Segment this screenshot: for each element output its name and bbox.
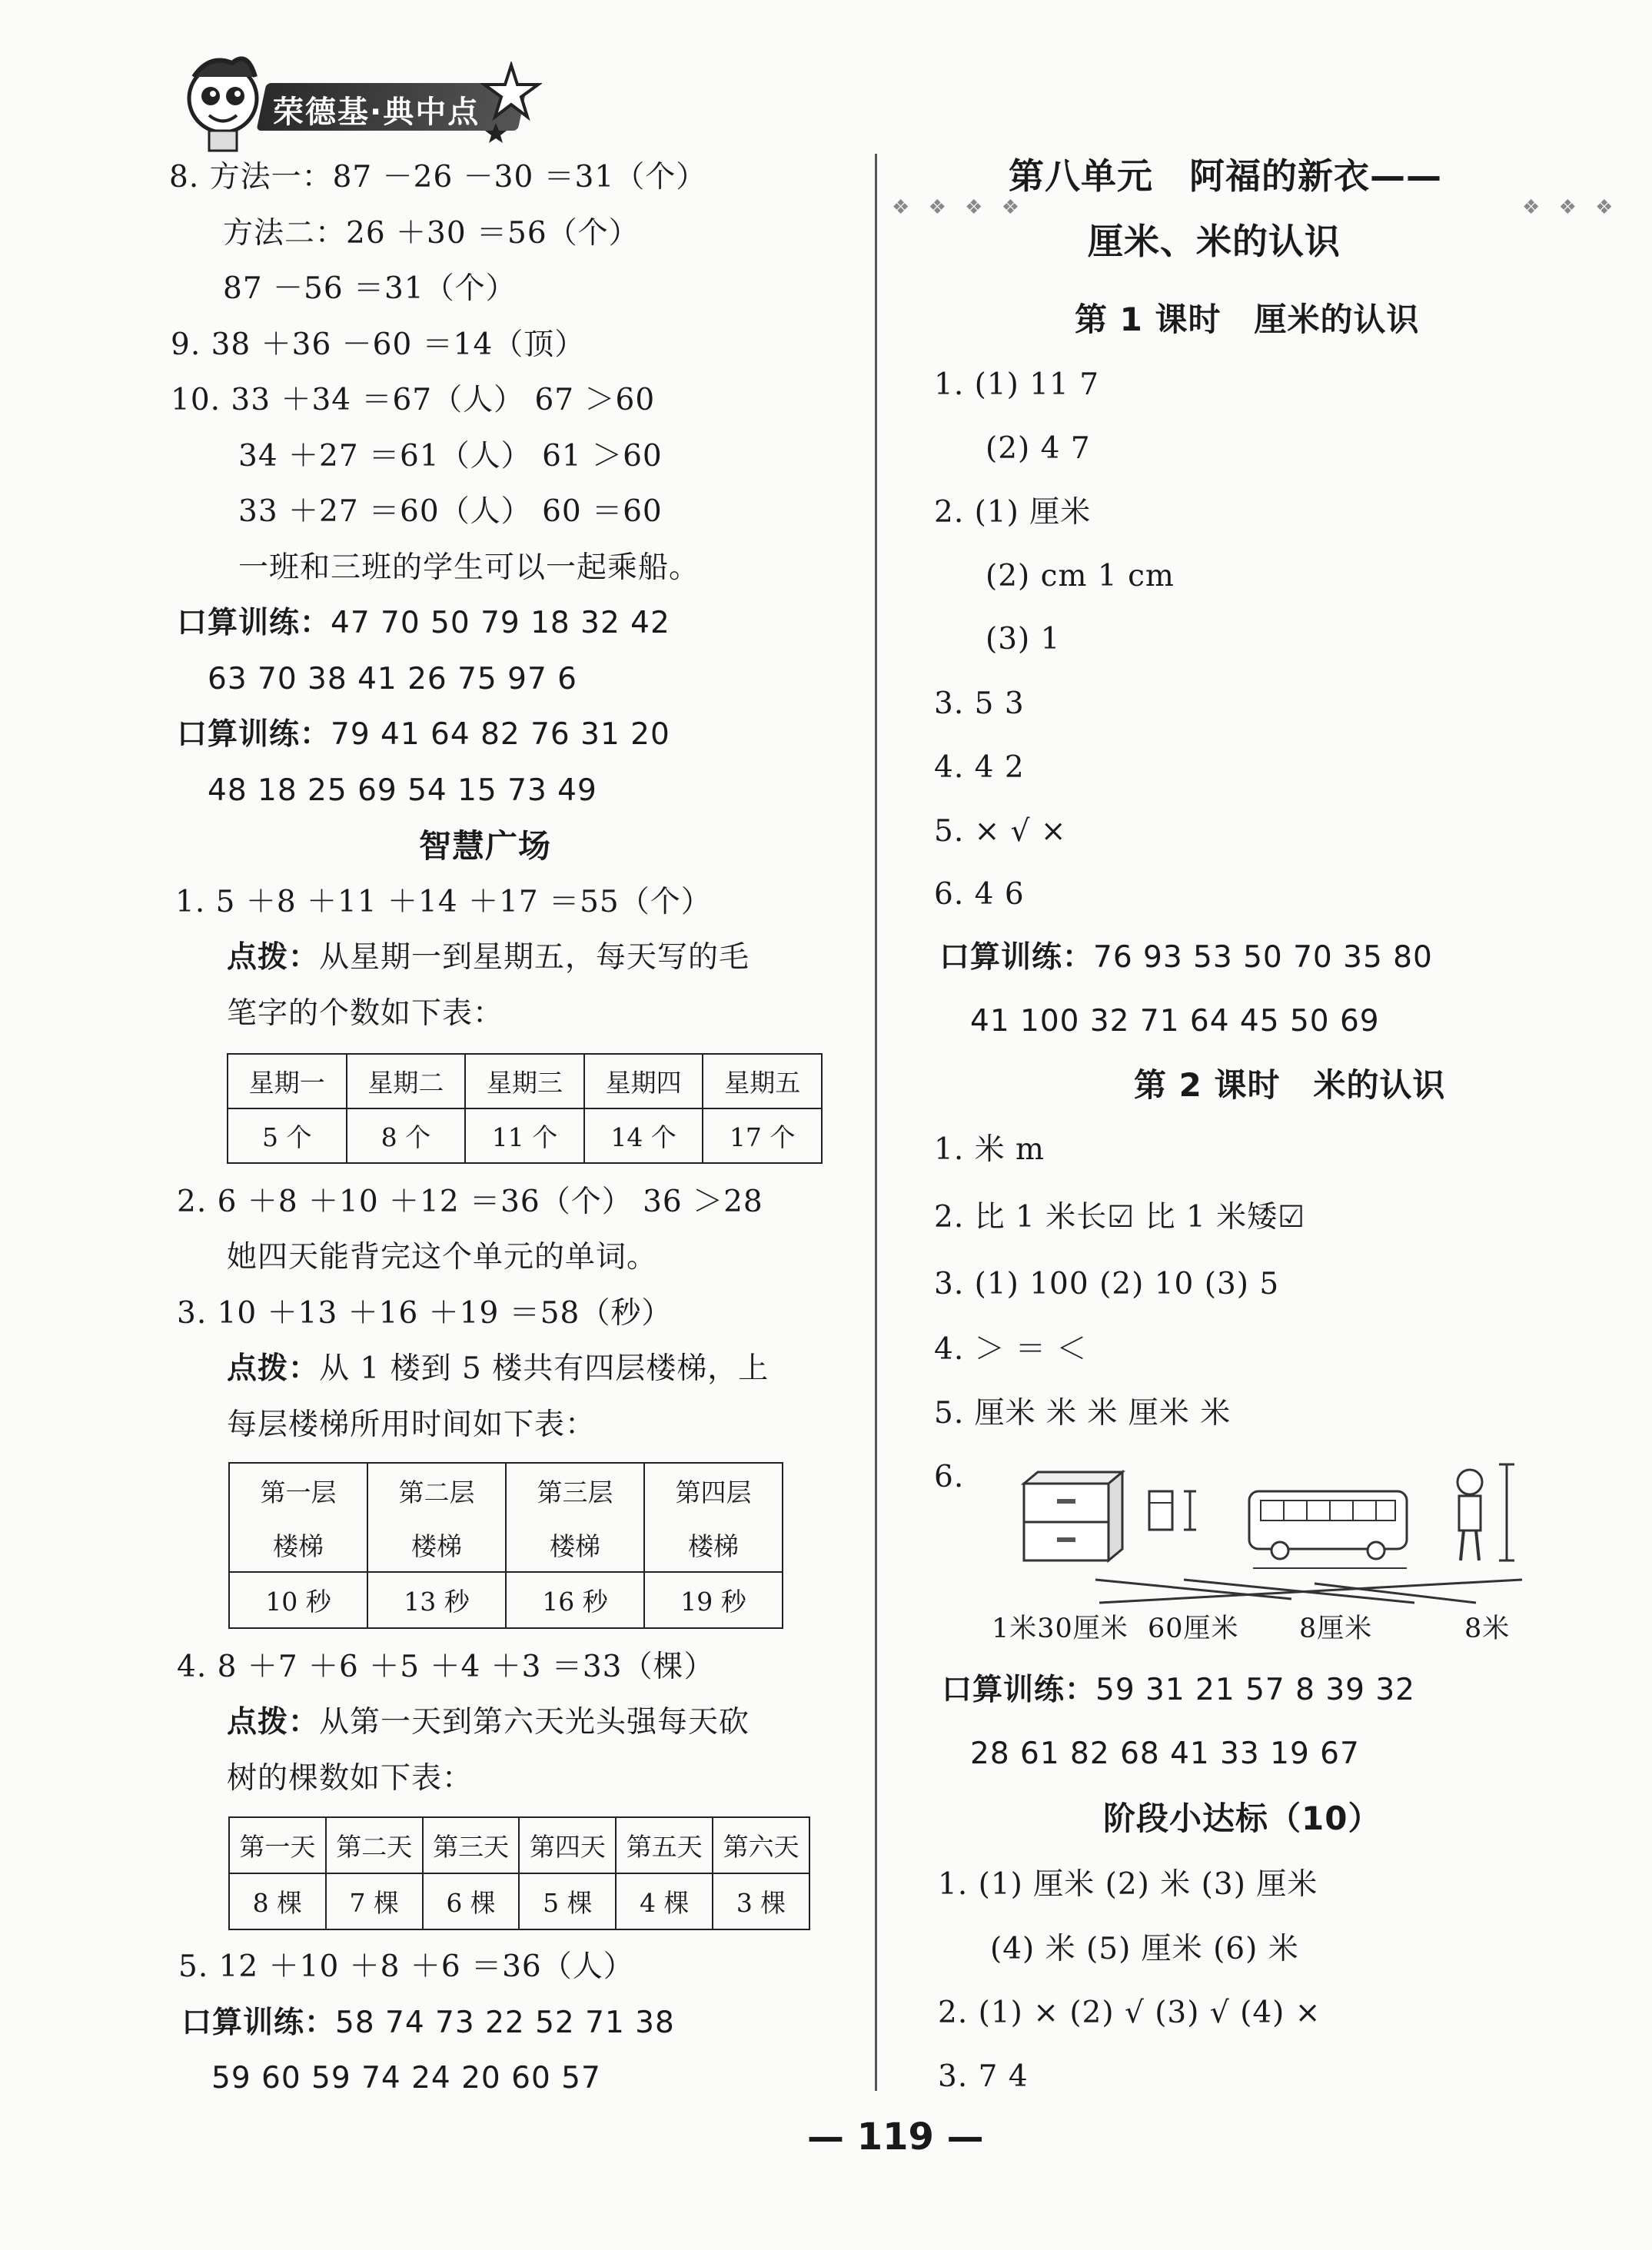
l1-item: 1. (1) 11 7 [934,367,1100,402]
table-cell: 5 棵 [519,1873,616,1929]
stage-title: 阶段小达标（10） [1103,1800,1381,1837]
q8-line2: 方法二：26 ＋30 ＝56（个） [223,216,640,251]
oral-training-2-row2: 48 18 25 69 54 15 73 49 [208,773,597,808]
unit-title-line2: 厘米、米的认识 [1088,221,1341,262]
q10-line1: 10. 33 ＋34 ＝67（人） 67 ＞60 [171,383,656,417]
q9: 9. 38 ＋36 －60 ＝14（顶） [171,327,586,362]
table-cell: 星期二 [347,1054,466,1108]
l2-item: 1. 米 m [934,1132,1045,1167]
series-name: 典中点 [383,95,480,130]
table-cell: 7 棵 [326,1873,423,1929]
table-cell: 第二天 [326,1817,423,1873]
table-cell: 16 秒 [506,1572,644,1628]
oral-label: 口算训练： [939,940,1094,975]
q10-line3: 33 ＋27 ＝60（人） 60 ＝60 [238,494,663,529]
table-cell: 第二层 [367,1463,506,1518]
brand-name: 荣德基 [273,95,370,130]
q6-label: 8米 [1464,1614,1511,1644]
oral-training-1 [177,605,670,642]
hint-label: 点拨： [227,940,320,975]
q6-label: 8厘米 [1299,1614,1373,1644]
q6-label: 60厘米 [1148,1614,1239,1644]
w1-line3: 笔字的个数如下表： [227,996,504,1031]
oral-row: 58 74 73 22 52 71 38 [335,2006,675,2040]
oral-training-3 [181,2005,675,2042]
table-cell: 第三层 [506,1463,644,1518]
boy-icon [1458,1464,1514,1560]
oral-row: 79 41 64 82 76 31 20 [331,717,670,752]
matching-illustration [999,1453,1537,1630]
oral-training-2 [177,716,670,753]
hint-text: 从第一天到第六天光头强每天砍 [319,1705,750,1740]
w2-line2: 她四天能背完这个单元的单词。 [227,1240,658,1275]
table-cell: 第三天 [423,1817,520,1873]
table-trees [228,1816,810,1930]
table-cell: 11 个 [465,1108,584,1163]
l2-item: 5. 厘米 米 米 厘米 米 [934,1396,1232,1431]
q6-label: 1米30厘米 [992,1614,1128,1644]
oral-training-4 [939,939,1433,976]
lesson1-title: 第 1 课时 厘米的认识 [1075,301,1420,338]
l1-item: (2) 4 7 [986,431,1091,466]
hint-label: 点拨： [227,1351,320,1386]
table-cell: 楼梯 [644,1518,783,1572]
table-cell: 第五天 [616,1817,713,1873]
table-cell: 第六天 [713,1817,809,1873]
l1-item: 5. × √ × [934,814,1067,849]
hint-text: 从 1 楼到 5 楼共有四层楼梯，上 [319,1351,769,1386]
table-cell: 第四层 [644,1463,783,1518]
table-cell: 星期四 [584,1054,703,1108]
table-cell: 8 个 [347,1108,466,1163]
star-icon [480,61,542,146]
oral-row: 59 31 21 57 8 39 32 [1095,1673,1415,1707]
l1-item: 6. 4 6 [934,877,1025,912]
mascot-icon [171,54,271,154]
l2-item: 2. 比 1 米长☑ 比 1 米矮☑ [934,1200,1306,1235]
w4-hint [227,1704,750,1741]
table-weekday [227,1053,823,1164]
w3-line3: 每层楼梯所用时间如下表： [227,1407,597,1442]
q8-line1: 8. 方法一：87 －26 －30 ＝31（个） [169,160,707,194]
unit-title-line1: 第八单元 阿福的新衣—— [1009,155,1442,197]
stage-item: 2. (1) × (2) √ (3) √ (4) × [938,1996,1321,2030]
table-cell: 星期三 [465,1054,584,1108]
l1-item: 3. 5 3 [934,686,1025,721]
hint-label: 点拨： [227,1705,320,1740]
table-cell: 10 秒 [229,1572,367,1628]
w3-line1: 3. 10 ＋13 ＋16 ＋19 ＝58（秒） [177,1296,673,1331]
oral-training-4-row2: 41 100 32 71 64 45 50 69 [970,1004,1380,1039]
section-title-wisdom: 智慧广场 [419,827,552,865]
page-number: — 119 — [807,2115,984,2159]
oral-training-3-row2: 59 60 59 74 24 20 60 57 [211,2061,601,2095]
table-cell: 17 个 [703,1108,822,1163]
stage-item: 1. (1) 厘米 (2) 米 (3) 厘米 [938,1867,1318,1902]
table-stairs [228,1462,783,1629]
table-cell: 星期五 [703,1054,822,1108]
l2-item: 3. (1) 100 (2) 10 (3) 5 [934,1267,1280,1301]
eraser-icon [1149,1491,1196,1530]
oral-label: 口算训练： [942,1673,1096,1707]
stage-item: 3. 7 4 [938,2059,1029,2094]
table-cell: 14 个 [584,1108,703,1163]
table-cell: 4 棵 [616,1873,713,1929]
table-cell: 8 棵 [229,1873,326,1929]
brand-dot: · [370,95,384,130]
table-cell: 第一天 [229,1817,326,1873]
table-cell: 楼梯 [506,1518,644,1572]
oral-label: 口算训练： [177,717,331,752]
table-cell: 第四天 [519,1817,616,1873]
oral-training-1-row2: 63 70 38 41 26 75 97 6 [208,662,577,696]
oral-row: 76 93 53 50 70 35 80 [1093,940,1433,975]
table-cell: 3 棵 [713,1873,809,1929]
oral-row: 47 70 50 79 18 32 42 [331,606,670,640]
table-cell: 星期一 [228,1054,347,1108]
column-divider [875,154,877,2091]
w4-line3: 树的棵数如下表： [227,1761,474,1796]
l1-item: 2. (1) 厘米 [934,495,1092,530]
decor-dots-left: ❖ ❖ ❖ ❖ [892,196,1026,219]
cabinet-icon [1024,1472,1122,1560]
l2-item: 6. [934,1460,965,1494]
l1-item: (3) 1 [986,622,1061,656]
stage-item: (4) 米 (5) 厘米 (6) 米 [990,1932,1299,1966]
bus-icon [1249,1491,1407,1568]
w2-line1: 2. 6 ＋8 ＋10 ＋12 ＝36（个） 36 ＞28 [177,1185,763,1219]
lesson2-title: 第 2 课时 米的认识 [1134,1066,1446,1104]
q8-line3: 87 －56 ＝31（个） [223,271,517,306]
q10-line4: 一班和三班的学生可以一起乘船。 [238,550,700,585]
table-cell: 6 棵 [423,1873,520,1929]
table-cell: 第一层 [229,1463,367,1518]
w1-line1: 1. 5 ＋8 ＋11 ＋14 ＋17 ＝55（个） [175,885,712,919]
w3-hint [227,1351,769,1388]
oral-training-5-row2: 28 61 82 68 41 33 19 67 [970,1737,1360,1771]
decor-dots-right: ❖ ❖ ❖ [1522,196,1620,219]
table-cell: 楼梯 [367,1518,506,1572]
l2-item: 4. ＞ ＝ ＜ [934,1332,1088,1367]
hint-text: 从星期一到星期五，每天写的毛 [319,940,750,975]
table-cell: 楼梯 [229,1518,367,1572]
oral-training-5 [942,1672,1415,1709]
table-cell: 5 个 [228,1108,347,1163]
oral-label: 口算训练： [177,606,331,640]
l1-item: 4. 4 2 [934,750,1025,785]
table-cell: 13 秒 [367,1572,506,1628]
l1-item: (2) cm 1 cm [986,559,1175,593]
q10-line2: 34 ＋27 ＝61（人） 61 ＞60 [238,439,663,474]
oral-label: 口算训练： [181,2006,336,2040]
w5: 5. 12 ＋10 ＋8 ＋6 ＝36（人） [178,1949,634,1984]
table-cell: 19 秒 [644,1572,783,1628]
w4-line1: 4. 8 ＋7 ＋6 ＋5 ＋4 ＋3 ＝33（棵） [177,1650,715,1684]
w1-hint [227,939,750,976]
